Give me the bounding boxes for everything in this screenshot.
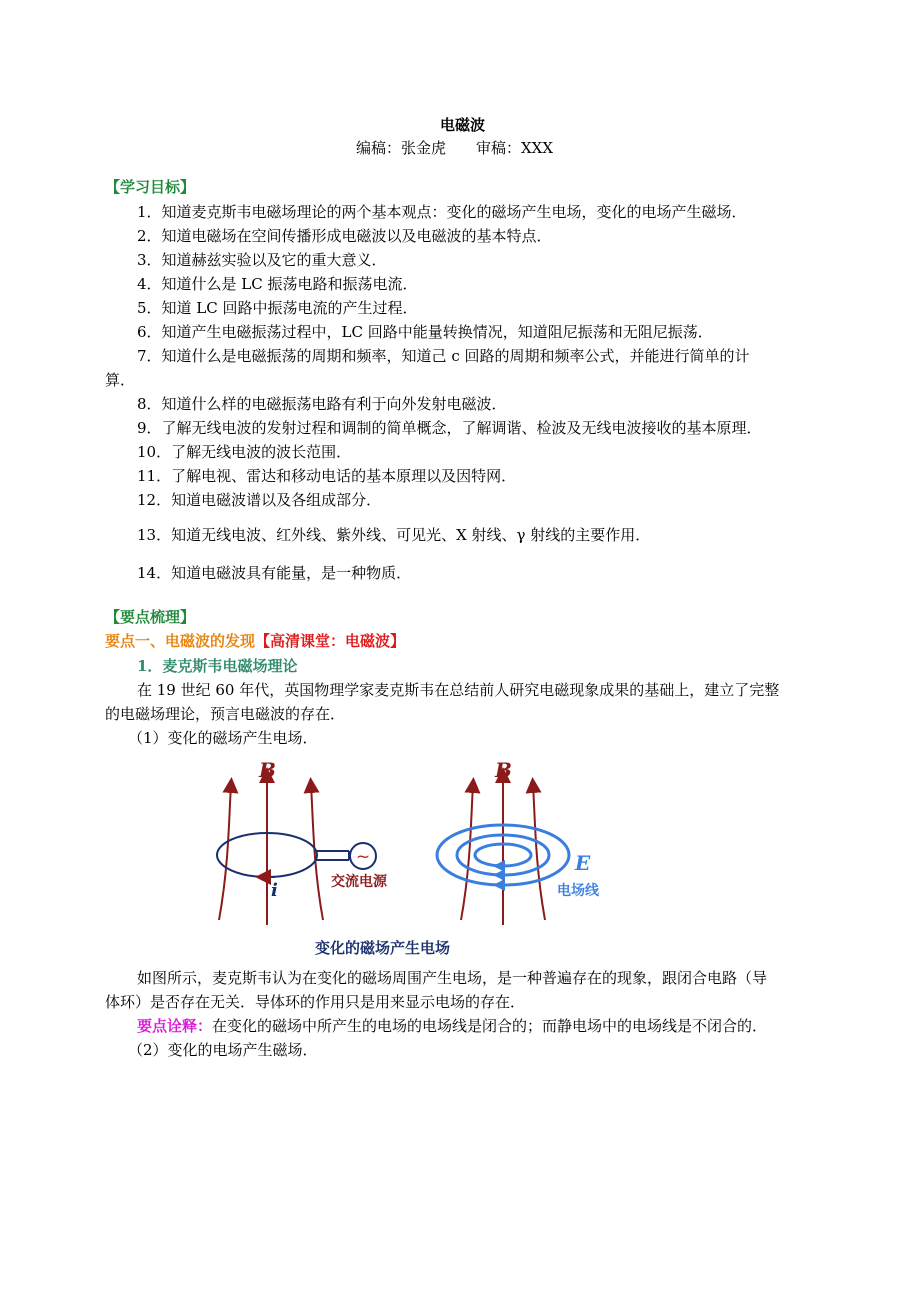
sub-item-2: （2）变化的电场产生磁场． <box>128 1041 318 1059</box>
left-diagram <box>217 758 388 925</box>
label-field-line: 电场线 <box>557 883 599 899</box>
magnetic-field-line <box>219 785 231 920</box>
goal-item: 7．知道什么是电磁振荡的周期和频率，知道己 c 回路的周期和频率公式，并能进行简单的计 <box>137 347 750 365</box>
label-E: E <box>575 851 591 875</box>
goal-item: 12．知道电磁波谱以及各组成部分． <box>137 491 382 509</box>
paragraph-line: 的电磁场理论，预言电磁波的存在． <box>105 705 346 723</box>
key-note-label: 要点诠释： <box>137 1017 213 1035</box>
label-B-right: B <box>495 758 512 782</box>
magnetic-field-line <box>461 785 473 920</box>
paragraph-line: 在 19 世纪 60 年代，英国物理学家麦克斯韦在总结前人研究电磁现象成果的基础上，建立了完整 <box>137 681 780 699</box>
goals-heading: 【学习目标】 <box>105 178 196 196</box>
label-B-left: B <box>259 758 276 782</box>
goal-item: 11．了解电视、雷达和移动电话的基本原理以及因特网． <box>137 467 517 485</box>
goal-item: 5．知道 LC 回路中振荡电流的产生过程． <box>137 299 418 317</box>
figure-caption: 变化的磁场产生电场 <box>315 939 451 957</box>
magnetic-field-line <box>533 785 545 920</box>
key-note <box>137 1016 767 1036</box>
goal-item: 2．知道电磁场在空间传播形成电磁波以及电磁波的基本特点． <box>137 227 552 245</box>
paragraph-line: 如图所示，麦克斯韦认为在变化的磁场周围产生电场，是一种普遍存在的现象，跟闭合电路（导 <box>137 969 768 987</box>
label-current-i: i <box>271 880 278 901</box>
sub-item-1: （1）变化的磁场产生电场． <box>128 729 318 747</box>
figure-changing-magnetic-field <box>205 755 625 965</box>
goal-item: 10．了解无线电波的波长范围． <box>137 443 352 461</box>
goal-item: 4．知道什么是 LC 振荡电路和振荡电流． <box>137 275 418 293</box>
label-ac-source: 交流电源 <box>331 874 387 890</box>
goal-item: 1．知道麦克斯韦电磁场理论的两个基本观点：变化的磁场产生电场，变化的电场产生磁场． <box>137 203 747 221</box>
points-heading: 【要点梳理】 <box>105 608 196 626</box>
byline: 编稿：张金虎 审稿：XXX <box>356 139 554 157</box>
goal-item: 14．知道电磁波具有能量，是一种物质． <box>137 564 412 582</box>
right-diagram <box>437 758 600 925</box>
goal-item: 9．了解无线电波的发射过程和调制的简单概念，了解调谐、检波及无线电波接收的基本原理． <box>137 419 762 437</box>
paragraph-line: 体环）是否存在无关．导体环的作用只是用来显示电场的存在． <box>105 993 526 1011</box>
key-note-text: 在变化的磁场中所产生的电场的电场线是闭合的；而静电场中的电场线是不闭合的． <box>212 1017 768 1035</box>
goal-item-continuation: 算． <box>105 371 136 389</box>
section1-heading <box>105 631 405 651</box>
goal-item: 13．知道无线电波、红外线、紫外线、可见光、X 射线、γ 射线的主要作用． <box>137 526 651 544</box>
goal-item: 8．知道什么样的电磁振荡电路有利于向外发射电磁波． <box>137 395 507 413</box>
ac-source-symbol: ~ <box>355 847 371 867</box>
subsection-1-title: 1．麦克斯韦电磁场理论 <box>137 657 298 675</box>
goal-item: 3．知道赫兹实验以及它的重大意义． <box>137 251 387 269</box>
section1-title: 要点一、电磁波的发现 <box>105 632 256 650</box>
goal-item: 6．知道产生电磁振荡过程中，LC 回路中能量转换情况，知道阻尼振荡和无阻尼振荡． <box>137 323 713 341</box>
doc-title: 电磁波 <box>440 116 486 134</box>
section1-lecture-link[interactable]: 【高清课堂：电磁波】 <box>255 632 406 650</box>
